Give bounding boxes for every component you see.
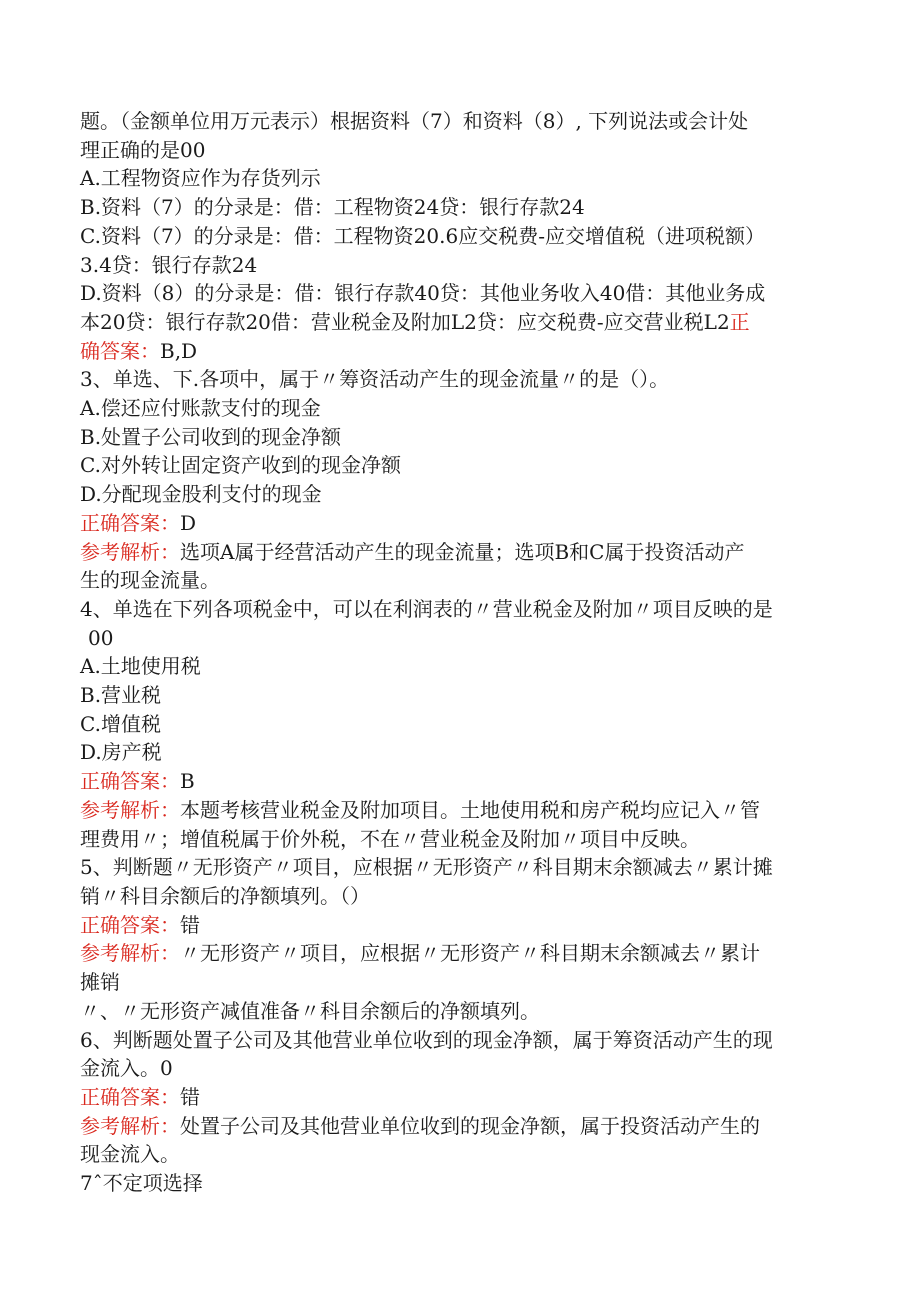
q2-option-c-line-1: C.资料（7）的分录是：借：工程物资20.6应交税费-应交增值税（进项税额） bbox=[80, 223, 765, 248]
q5-analysis-line-3: 〃、〃无形资产减值准备〃科目余额后的净额填列。 bbox=[80, 998, 540, 1023]
q2-answer-value: B,D bbox=[160, 338, 198, 363]
q4-stem-line-1: 4、单选在下列各项税金中，可以在利润表的〃营业税金及附加〃项目反映的是 bbox=[80, 596, 773, 621]
q5-answer bbox=[80, 911, 840, 940]
q3-analysis-line-2: 生的现金流量。 bbox=[80, 568, 220, 593]
q4-answer-label: 正确答案： bbox=[80, 769, 180, 794]
q6-answer bbox=[80, 1083, 840, 1112]
q6-stem-line-2: 金流入。0 bbox=[80, 1056, 173, 1081]
q2-stem-line-2: 理正确的是00 bbox=[80, 137, 206, 162]
document-page bbox=[80, 107, 840, 1198]
q4-analysis-label: 参考解析： bbox=[80, 797, 180, 822]
q5-answer-value: 错 bbox=[180, 912, 200, 937]
q2-stem-line-1: 题。（金额单位用万元表示）根据资料（7）和资料（8）, 下列说法或会计处 bbox=[80, 109, 749, 133]
q6-stem-line-1: 6、判断题处置子公司及其他营业单位收到的现金净额，属于筹资活动产生的现 bbox=[80, 1027, 773, 1052]
q3-option-b: B.处置子公司收到的现金净额 bbox=[80, 424, 342, 449]
q2-option-b: B.资料（7）的分录是：借：工程物资24贷：银行存款24 bbox=[80, 195, 585, 220]
q6-analysis-line-1 bbox=[80, 1112, 840, 1141]
q7-stem: 7ˆ不定项选择 bbox=[80, 1171, 203, 1196]
q5-analysis-line-1 bbox=[80, 939, 840, 968]
q4-analysis-line-2: 理费用〃；增值税属于价外税，不在〃营业税金及附加〃项目中反映。 bbox=[80, 826, 700, 851]
q6-answer-label: 正确答案： bbox=[80, 1084, 180, 1109]
q2-answer bbox=[80, 337, 840, 366]
q4-option-b: B.营业税 bbox=[80, 683, 162, 708]
q6-answer-value: 错 bbox=[180, 1084, 200, 1109]
q2-option-d-line-1: D.资料（8）的分录是：借：银行存款40贷：其他业务收入40借：其他业务成 bbox=[80, 281, 766, 306]
q4-answer-value: B bbox=[180, 769, 195, 794]
q3-option-a: A.偿还应付账款支付的现金 bbox=[80, 396, 321, 421]
q4-stem-line-2: 00 bbox=[88, 625, 114, 650]
q3-option-d: D.分配现金股利支付的现金 bbox=[80, 482, 322, 507]
q5-analysis-line-2: 摊销 bbox=[80, 970, 120, 995]
q2-option-d-line-2-text: 本20贷：银行存款20借：营业税金及附加L2贷：应交税费-应交营业税L2 bbox=[80, 309, 730, 334]
q3-answer-label: 正确答案： bbox=[80, 510, 180, 535]
q4-option-c: C.增值税 bbox=[80, 711, 161, 736]
q5-stem-line-1: 5、判断题〃无形资产〃项目，应根据〃无形资产〃科目期末余额减去〃累计摊 bbox=[80, 855, 773, 880]
q2-answer-label-part-1: 正 bbox=[729, 309, 750, 334]
q6-analysis-label: 参考解析： bbox=[80, 1113, 180, 1138]
q5-analysis-label: 参考解析： bbox=[80, 941, 180, 966]
q4-answer bbox=[80, 767, 840, 796]
q6-analysis-line-2: 现金流入。 bbox=[80, 1142, 180, 1167]
q3-answer-value: D bbox=[180, 510, 197, 535]
q2-answer-label-part-2: 确答案： bbox=[80, 338, 160, 363]
q4-analysis-text-1: 本题考核营业税金及附加项目。土地使用税和房产税均应记入〃管 bbox=[180, 797, 760, 822]
q2-option-d-line-2 bbox=[80, 308, 840, 337]
q5-stem-line-2: 销〃科目余额后的净额填列。（） bbox=[80, 883, 370, 908]
q3-option-c: C.对外转让固定资产收到的现金净额 bbox=[80, 453, 401, 478]
q3-analysis-label: 参考解析： bbox=[80, 539, 180, 564]
q3-stem: 3、单选、下.各项中，属于〃筹资活动产生的现金流量〃的是（）。 bbox=[80, 367, 670, 392]
q5-analysis-text-1: 〃无形资产〃项目，应根据〃无形资产〃科目期末余额减去〃累计 bbox=[180, 941, 760, 966]
q3-analysis-text-1: 选项A属于经营活动产生的现金流量；选项B和C属于投资活动产 bbox=[180, 539, 745, 564]
q6-analysis-text-1: 处置子公司及其他营业单位收到的现金净额，属于投资活动产生的 bbox=[180, 1113, 760, 1138]
q3-analysis-line-1 bbox=[80, 538, 840, 567]
q4-analysis-line-1 bbox=[80, 796, 840, 825]
q2-option-c-line-2: 3.4贷：银行存款24 bbox=[80, 252, 258, 277]
q4-option-a: A.土地使用税 bbox=[80, 654, 201, 679]
q2-option-a: A.工程物资应作为存货列示 bbox=[80, 166, 321, 191]
q4-option-d: D.房产税 bbox=[80, 740, 162, 765]
q3-answer bbox=[80, 509, 840, 538]
q5-answer-label: 正确答案： bbox=[80, 912, 180, 937]
